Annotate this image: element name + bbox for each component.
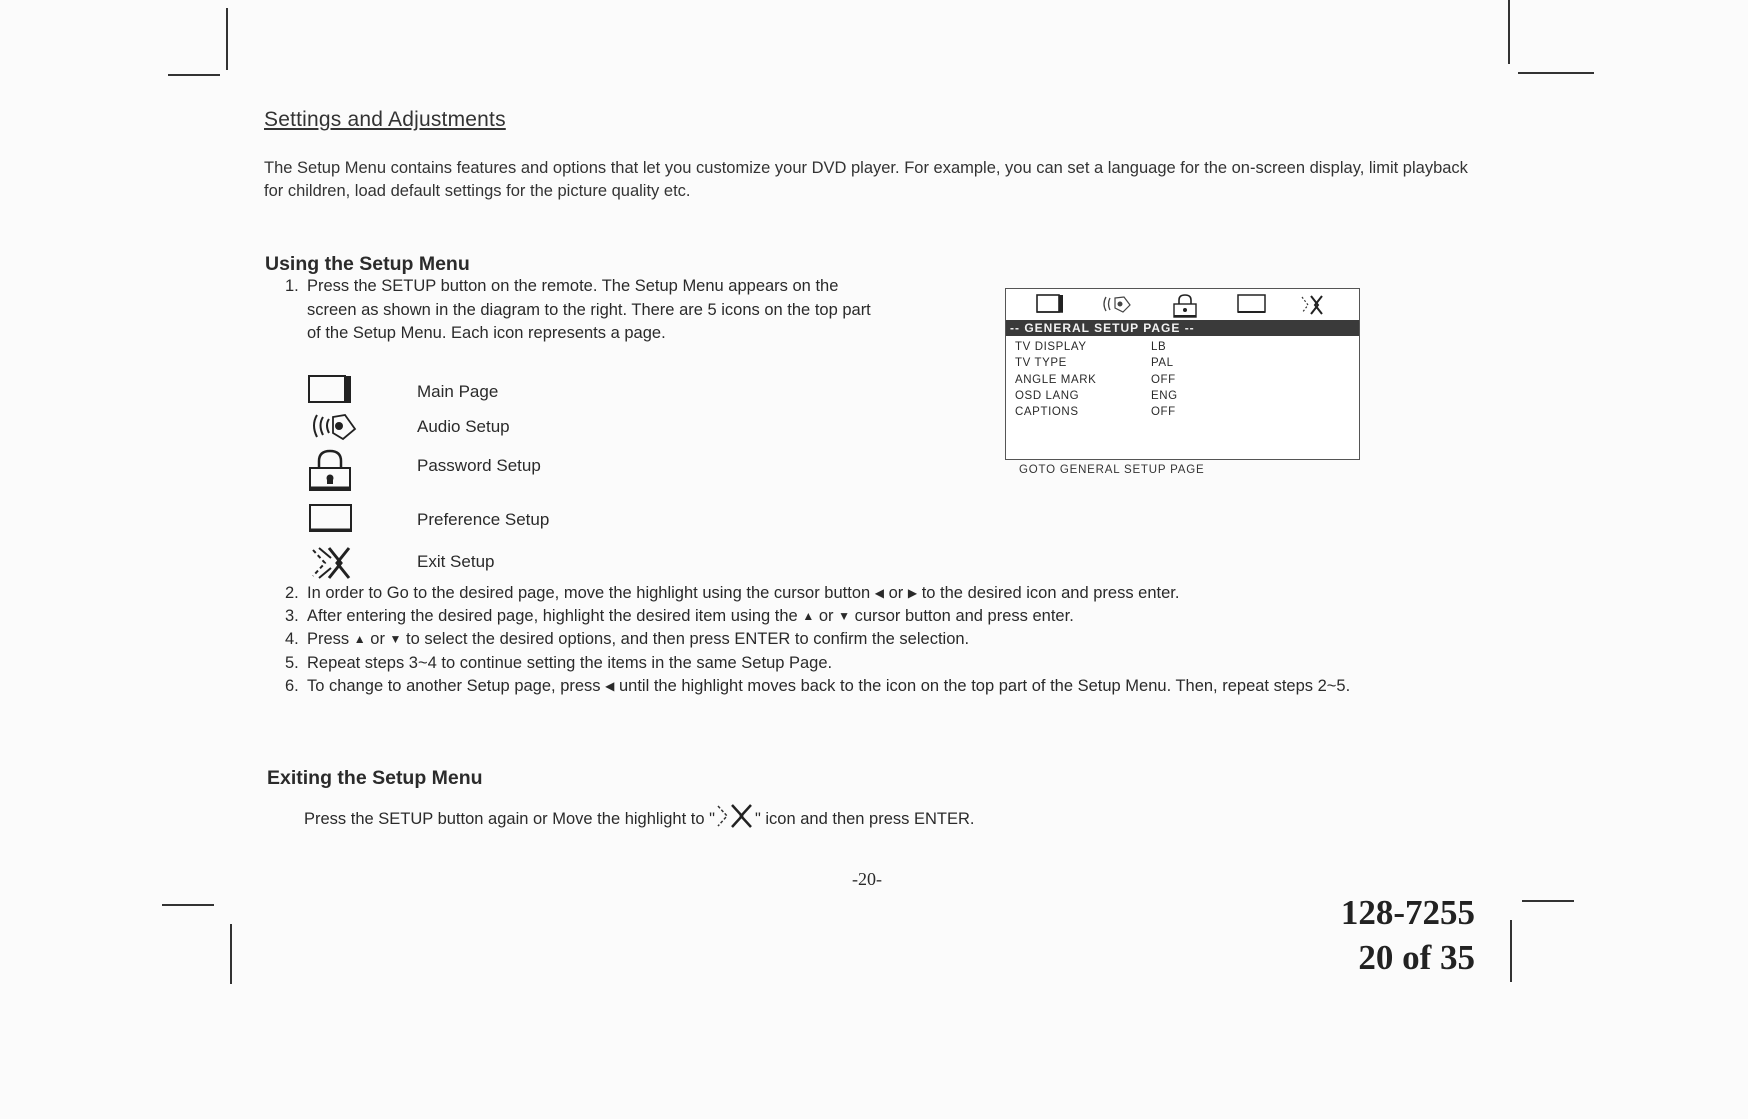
setup-menu-diagram xyxy=(1005,288,1360,460)
icon-label: Exit Setup xyxy=(417,552,495,571)
step-item xyxy=(285,582,1475,605)
menu-icon-bar xyxy=(1006,289,1359,320)
step-text: Repeat steps 3~4 to continue setting the items in the same Setup Page. xyxy=(307,653,833,672)
exit-instructions xyxy=(304,802,975,830)
menu-item-value: ENG xyxy=(1151,389,1178,402)
exit-text-before: Press the SETUP button again or Move the highlight to " xyxy=(304,810,715,828)
menu-item-name: OSD LANG xyxy=(1015,389,1080,402)
exit-text-after: " icon and then press ENTER. xyxy=(754,810,975,828)
step-text: Press the SETUP button on the remote. The Setup Menu appears on the screen as shown in the diagram to the right. There are 5 icons on the top part of the Setup Menu. Each icon represents a page. xyxy=(307,277,871,342)
crop-mark xyxy=(1522,900,1574,902)
menu-item-name: ANGLE MARK xyxy=(1015,373,1097,386)
exit-cross-icon xyxy=(715,810,755,828)
right-arrow-icon: ▶ xyxy=(907,586,918,600)
up-arrow-icon: ▲ xyxy=(802,609,815,624)
up-arrow-icon: ▲ xyxy=(353,632,366,647)
document-code: 128-7255 xyxy=(1340,893,1475,932)
crop-mark xyxy=(1510,920,1512,982)
icon-legend-main-page xyxy=(307,374,707,412)
using-setup-heading: Using the Setup Menu xyxy=(265,253,470,275)
step-text: until the highlight moves back to the icon on the top part of the Setup Menu. Then, repeat steps 2~5. xyxy=(618,676,1351,695)
step-item xyxy=(285,628,1475,651)
menu-item-name: CAPTIONS xyxy=(1015,406,1079,419)
step-text: to select the desired options, and then press ENTER to confirm the selection. xyxy=(406,630,970,649)
monitor-icon xyxy=(1036,293,1066,320)
exiting-setup-heading: Exiting the Setup Menu xyxy=(267,767,483,789)
icon-label: Preference Setup xyxy=(417,510,550,529)
padlock-icon xyxy=(307,448,355,499)
step-item xyxy=(285,605,1475,628)
preference-screen-icon xyxy=(307,502,355,539)
page-number: -20- xyxy=(852,869,882,889)
step-text: to the desired icon and press enter. xyxy=(921,584,1180,602)
menu-row xyxy=(1015,388,1215,404)
down-arrow-icon: ▼ xyxy=(838,609,850,624)
step-number: 6. xyxy=(285,676,299,695)
audio-speaker-icon xyxy=(307,409,359,448)
icon-label: Audio Setup xyxy=(417,417,510,436)
crop-mark xyxy=(162,904,214,906)
down-arrow-icon: ▼ xyxy=(389,632,402,647)
step-number: 2. xyxy=(285,584,299,602)
step-text: or xyxy=(888,584,904,602)
menu-settings-list xyxy=(1015,339,1215,420)
icon-legend-exit-setup xyxy=(307,544,707,582)
crop-mark xyxy=(1518,72,1594,74)
icon-label: Password Setup xyxy=(417,456,541,475)
menu-row xyxy=(1015,404,1215,420)
menu-item-value: OFF xyxy=(1151,406,1176,419)
icon-legend-password-setup xyxy=(307,448,707,486)
step-number: 1. xyxy=(285,277,299,295)
step-1 xyxy=(285,275,885,346)
step-text: or xyxy=(370,630,385,649)
exit-cross-icon xyxy=(307,544,355,587)
icon-label: Main Page xyxy=(417,382,499,401)
crop-mark xyxy=(1508,0,1510,64)
menu-title-bar: -- GENERAL SETUP PAGE -- xyxy=(1006,320,1359,336)
crop-mark xyxy=(230,924,232,984)
step-number: 4. xyxy=(285,630,299,649)
menu-item-value: PAL xyxy=(1151,357,1174,370)
step-item xyxy=(285,652,1475,675)
left-arrow-icon: ◀ xyxy=(874,586,885,600)
menu-item-name: TV DISPLAY xyxy=(1015,341,1087,353)
menu-item-value: OFF xyxy=(1151,373,1176,386)
step-text: To change to another Setup page, press xyxy=(307,676,601,695)
step-number: 5. xyxy=(285,653,299,672)
preference-screen-icon xyxy=(1236,293,1268,320)
left-arrow-icon: ◀ xyxy=(605,678,615,693)
steps-list xyxy=(285,582,1475,698)
step-text: Press xyxy=(307,630,350,649)
exit-cross-icon xyxy=(1298,293,1326,322)
intro-paragraph: The Setup Menu contains features and options that let you customize your DVD player. For example, you can set a language for the on-screen display, limit playback for children, load default settings for the picture quality etc. xyxy=(264,159,1468,200)
menu-caption: GOTO GENERAL SETUP PAGE xyxy=(1019,464,1205,476)
step-text: or xyxy=(818,607,834,626)
audio-speaker-icon xyxy=(1100,293,1132,320)
menu-item-name: TV TYPE xyxy=(1015,357,1067,370)
step-item xyxy=(285,675,1475,698)
menu-row xyxy=(1015,372,1215,388)
monitor-icon xyxy=(307,374,355,409)
crop-mark xyxy=(168,74,220,76)
menu-row xyxy=(1015,339,1215,355)
page-title: Settings and Adjustments xyxy=(264,108,506,131)
document-page-count: 20 of 35 xyxy=(1358,938,1475,977)
menu-row xyxy=(1015,355,1215,371)
icon-legend-preference-setup xyxy=(307,502,707,540)
step-number: 3. xyxy=(285,607,299,626)
crop-mark xyxy=(226,8,228,70)
icon-legend-audio-setup xyxy=(307,409,707,447)
step-text: After entering the desired page, highlight the desired item using the xyxy=(307,607,798,626)
step-text: cursor button and press enter. xyxy=(854,607,1074,626)
step-text: In order to Go to the desired page, move the highlight using the cursor button xyxy=(307,584,871,602)
menu-item-value: LB xyxy=(1151,341,1167,353)
